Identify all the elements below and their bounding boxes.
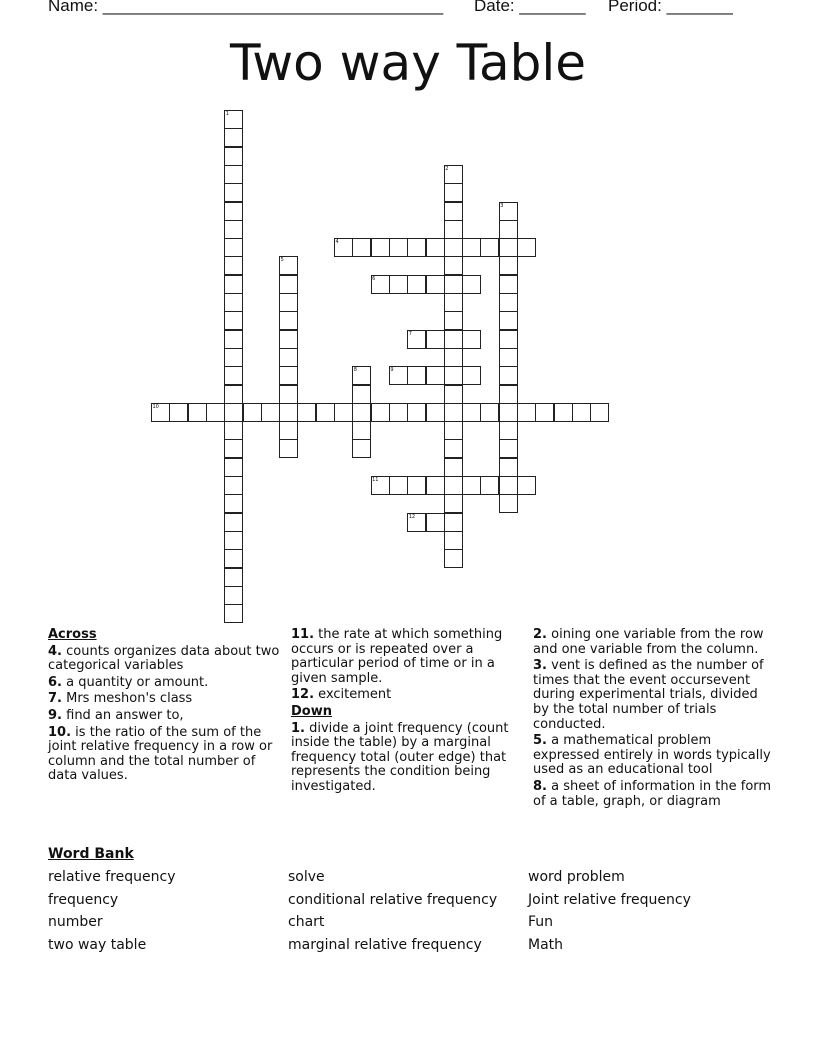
clue-across-7: 7. Mrs meshon's class <box>48 691 193 707</box>
crossword-cell[interactable] <box>444 549 463 568</box>
crossword-clue-number: 5 <box>280 257 284 264</box>
word-bank-item: Math <box>528 936 564 953</box>
word-bank-column-2 <box>288 867 497 957</box>
crossword-cell[interactable] <box>279 421 298 440</box>
crossword-cell[interactable] <box>407 403 426 422</box>
crossword-clue-number: 11 <box>372 477 379 483</box>
crossword-cell[interactable] <box>389 275 408 294</box>
crossword-cell[interactable] <box>224 549 243 568</box>
word-bank-item: number <box>48 914 103 930</box>
crossword-cell[interactable] <box>371 403 390 422</box>
crossword-cell[interactable] <box>535 403 554 422</box>
clue-across-4: 4. counts organizes data about two categorical variables <box>48 643 280 674</box>
crossword-cell[interactable] <box>188 403 207 422</box>
crossword-cell[interactable] <box>590 403 609 422</box>
crossword-cell[interactable] <box>554 403 573 422</box>
crossword-cell[interactable] <box>426 476 445 495</box>
clue-down-8: 8. a sheet of information in the form of a table, graph, or diagram <box>533 778 772 809</box>
crossword-cell[interactable] <box>224 403 243 422</box>
crossword-cell[interactable] <box>352 439 371 458</box>
clue-across-6: 6. a quantity or amount. <box>48 674 209 690</box>
crossword-cell[interactable] <box>499 330 518 349</box>
crossword-cell[interactable] <box>517 238 536 257</box>
crossword-clue-number: 6 <box>372 275 376 282</box>
name-field[interactable]: Name: ____________________________________ <box>48 0 444 15</box>
crossword-cell[interactable] <box>444 275 463 294</box>
crossword-cell[interactable] <box>224 531 243 550</box>
crossword-cell[interactable] <box>480 476 499 495</box>
crossword-cell[interactable] <box>243 403 262 422</box>
word-bank-item: conditional relative frequency <box>288 891 498 908</box>
crossword-cell[interactable] <box>444 348 463 367</box>
crossword-cell[interactable] <box>352 385 371 404</box>
crossword-cell[interactable] <box>462 403 481 422</box>
crossword-cell[interactable] <box>444 385 463 404</box>
crossword-cell[interactable] <box>499 220 518 239</box>
word-bank-item: Fun <box>528 914 554 930</box>
crossword-cell[interactable] <box>444 421 463 440</box>
crossword-cell[interactable] <box>462 366 481 385</box>
word-bank-column-1 <box>48 867 175 957</box>
crossword-cell[interactable] <box>352 403 371 422</box>
crossword-cell[interactable] <box>426 366 445 385</box>
crossword-cell[interactable] <box>499 238 518 257</box>
crossword-cell[interactable] <box>444 476 463 495</box>
crossword-cell[interactable] <box>426 403 445 422</box>
page-title: Two way Table <box>230 34 586 92</box>
crossword-cell[interactable] <box>224 275 243 294</box>
crossword-cell[interactable] <box>297 403 316 422</box>
crossword-cell[interactable] <box>279 366 298 385</box>
crossword-cell[interactable] <box>462 275 481 294</box>
crossword-cell[interactable] <box>499 311 518 330</box>
crossword-cell[interactable] <box>224 421 243 440</box>
clues-column-2 <box>291 628 513 797</box>
crossword-cell[interactable] <box>279 275 298 294</box>
crossword-cell[interactable] <box>499 421 518 440</box>
crossword-cell[interactable] <box>169 403 188 422</box>
crossword-cell[interactable] <box>224 439 243 458</box>
crossword-cell[interactable] <box>371 238 390 257</box>
crossword-cell[interactable] <box>224 311 243 330</box>
crossword-cell[interactable] <box>224 458 243 477</box>
crossword-cell[interactable] <box>462 238 481 257</box>
crossword-cell[interactable] <box>499 275 518 294</box>
crossword-cell[interactable] <box>499 385 518 404</box>
crossword-cell[interactable] <box>444 311 463 330</box>
crossword-clue-number: 4 <box>335 239 339 246</box>
clue-down-5: 5. a mathematical problem expressed entirely in words typically used as an educational tool <box>533 733 771 778</box>
crossword-clue-number: 8 <box>353 367 357 374</box>
word-bank-item: frequency <box>48 891 119 908</box>
crossword-cell[interactable] <box>389 238 408 257</box>
crossword-cell[interactable] <box>480 238 499 257</box>
crossword-cell[interactable] <box>444 330 463 349</box>
crossword-cell[interactable] <box>279 293 298 312</box>
crossword-clue-number: 9 <box>390 367 394 374</box>
crossword-cell[interactable] <box>352 238 371 257</box>
crossword-cell[interactable] <box>224 494 243 513</box>
crossword-cell[interactable] <box>444 403 463 422</box>
crossword-cell[interactable] <box>279 385 298 404</box>
crossword-cell[interactable] <box>444 513 463 532</box>
crossword-cell[interactable] <box>499 494 518 513</box>
crossword-cell[interactable] <box>279 439 298 458</box>
crossword-cell[interactable] <box>389 476 408 495</box>
crossword-cell[interactable] <box>444 458 463 477</box>
crossword-cell[interactable] <box>224 147 243 166</box>
word-bank-item: solve <box>288 869 325 885</box>
crossword-cell[interactable] <box>224 513 243 532</box>
crossword-cell[interactable] <box>499 439 518 458</box>
clue-across-9: 9. find an answer to, <box>48 707 184 723</box>
word-bank-item: word problem <box>528 869 625 885</box>
crossword-cell[interactable] <box>444 531 463 550</box>
crossword-cell[interactable] <box>261 403 280 422</box>
crossword-cell[interactable] <box>224 604 243 623</box>
word-bank-item: marginal relative frequency <box>288 936 482 953</box>
crossword-cell[interactable] <box>499 403 518 422</box>
clue-across-12: 12. excitement <box>291 687 392 703</box>
crossword-cell[interactable] <box>499 476 518 495</box>
clue-down-3: 3. vent is defined as the number of times that the event occursevent during experimental trials, divided by the total number of trials conducted. <box>533 658 764 732</box>
crossword-cell[interactable] <box>499 256 518 275</box>
clue-across-11: 11. the rate at which something occurs or is repeated over a particular period of time or in a given sample. <box>291 627 503 686</box>
crossword-cell[interactable] <box>444 238 463 257</box>
crossword-cell[interactable] <box>499 293 518 312</box>
crossword-cell[interactable] <box>480 403 499 422</box>
crossword-cell[interactable] <box>206 403 225 422</box>
crossword-cell[interactable] <box>352 421 371 440</box>
crossword-cell[interactable] <box>517 403 536 422</box>
crossword-cell[interactable] <box>462 476 481 495</box>
crossword-clue-number: 7 <box>408 330 412 337</box>
word-bank-column-3 <box>528 867 691 957</box>
crossword-cell[interactable] <box>426 275 445 294</box>
period-field[interactable]: Period: _______ <box>608 0 733 15</box>
crossword-cell[interactable] <box>444 202 463 221</box>
clues-column-1 <box>48 628 280 786</box>
word-bank-item: relative frequency <box>48 869 176 885</box>
crossword-cell[interactable] <box>407 476 426 495</box>
word-bank-item: chart <box>288 914 325 930</box>
crossword-cell[interactable] <box>279 330 298 349</box>
crossword-clue-number: 1 <box>225 111 229 117</box>
crossword-cell[interactable] <box>499 458 518 477</box>
across-heading: Across <box>48 627 97 642</box>
crossword-cell[interactable] <box>224 385 243 404</box>
crossword-cell[interactable] <box>224 293 243 312</box>
crossword-cell[interactable] <box>224 330 243 349</box>
crossword-cell[interactable] <box>224 256 243 275</box>
crossword-cell[interactable] <box>279 403 298 422</box>
crossword-cell[interactable] <box>444 494 463 513</box>
crossword-cell[interactable] <box>517 476 536 495</box>
crossword-clue-number: 2 <box>445 165 449 172</box>
crossword-cell[interactable] <box>444 256 463 275</box>
clues-column-3 <box>533 628 773 811</box>
word-bank-title: Word Bank <box>48 846 134 862</box>
crossword-cell[interactable] <box>389 403 408 422</box>
crossword-cell[interactable] <box>426 330 445 349</box>
crossword-cell[interactable] <box>316 403 335 422</box>
crossword-cell[interactable] <box>224 165 243 184</box>
clue-down-1: 1. divide a joint frequency (count inside the table) by a marginal frequency total (outer edge) that represents the condition being investigated. <box>291 720 509 794</box>
crossword-cell[interactable] <box>224 202 243 221</box>
crossword-cell[interactable] <box>426 238 445 257</box>
crossword-cell[interactable] <box>224 220 243 239</box>
crossword-cell[interactable] <box>444 220 463 239</box>
crossword-cell[interactable] <box>334 403 353 422</box>
crossword-cell[interactable] <box>572 403 591 422</box>
crossword-cell[interactable] <box>444 439 463 458</box>
crossword-cell[interactable] <box>279 311 298 330</box>
clue-across-10: 10. is the ratio of the sum of the joint relative frequency in a row or column and the total number of data values. <box>48 724 273 784</box>
crossword-cell[interactable] <box>224 183 243 202</box>
crossword-cell[interactable] <box>499 366 518 385</box>
date-field[interactable]: Date: _______ <box>474 0 586 15</box>
crossword-cell[interactable] <box>224 128 243 147</box>
crossword-cell[interactable] <box>279 348 298 367</box>
crossword-cell[interactable] <box>224 238 243 257</box>
word-bank-item: two way table <box>48 936 147 953</box>
crossword-cell[interactable] <box>444 366 463 385</box>
down-heading: Down <box>291 703 332 719</box>
crossword-cell[interactable] <box>407 238 426 257</box>
crossword-cell[interactable] <box>499 348 518 367</box>
crossword-cell[interactable] <box>224 568 243 587</box>
crossword-cell[interactable] <box>426 513 445 532</box>
crossword-clue-number: 10 <box>152 403 159 410</box>
word-bank-item: Joint relative frequency <box>528 891 691 908</box>
clue-down-2: 2. oining one variable from the row and one variable from the column. <box>533 627 764 657</box>
crossword-cell[interactable] <box>444 293 463 312</box>
crossword-cell[interactable] <box>224 348 243 367</box>
crossword-cell[interactable] <box>224 366 243 385</box>
crossword-cell[interactable] <box>407 366 426 385</box>
crossword-cell[interactable] <box>224 476 243 495</box>
crossword-cell[interactable] <box>444 183 463 202</box>
crossword-cell[interactable] <box>462 330 481 349</box>
crossword-cell[interactable] <box>224 586 243 605</box>
crossword-clue-number: 3 <box>500 202 504 209</box>
crossword-clue-number: 12 <box>408 513 416 520</box>
crossword-cell[interactable] <box>407 275 426 294</box>
